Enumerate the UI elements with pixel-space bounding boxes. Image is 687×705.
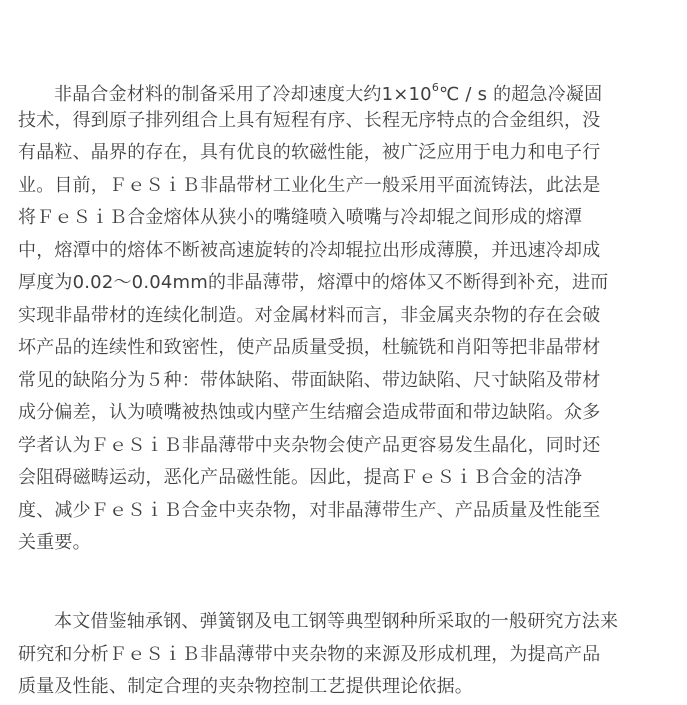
text-line: 成分偏差，认为喷嘴被热蚀或内壁产生结瘤会造成带面和带边缺陷。众多: [18, 402, 601, 423]
superscript: 6: [431, 81, 440, 94]
text-line: 业。目前，ＦｅＳｉＢ非晶带材工业化生产一般采用平面流铸法，此法是: [18, 174, 601, 196]
text-line: 实现非晶带材的连续化制造。对金属材料而言，非金属夹杂物的存在会破: [18, 304, 601, 326]
text-line: 质量及性能、制定合理的夹杂物控制工艺提供理论依据。: [18, 676, 473, 697]
text-line: 将ＦｅＳｉＢ合金熔体从狭小的嘴缝喷入喷嘴与冷却辊之间形成的熔潭: [18, 207, 583, 228]
text-line: 度、减少ＦｅＳｉＢ合金中夹杂物，对非晶薄带生产、产品质量及性能至: [18, 499, 601, 521]
text-line: 厚度为0.02～0.04mm的非晶薄带，熔潭中的熔体又不断得到补充，进而: [18, 272, 609, 293]
text-line: 有晶粒、晶界的存在，具有优良的软磁性能，被广泛应用于电力和电子行: [18, 142, 601, 163]
text-line: 学者认为ＦｅＳｉＢ非晶薄带中夹杂物会使产品更容易发生晶化，同时还: [18, 434, 601, 456]
text-line: 研究和分析ＦｅＳｉＢ非晶薄带中夹杂物的来源及形成机理，为提高产品: [18, 643, 601, 665]
text-segment: 非晶合金材料的制备采用了冷却速度大约1×10: [54, 84, 432, 105]
text-line: 本文借鉴轴承钢、弹簧钢及电工钢等典型钢种所采取的一般研究方法来: [54, 611, 619, 632]
paragraph-2: [18, 606, 674, 704]
text-segment: ℃ / s 的超急冷凝固: [439, 84, 603, 105]
text-line: [18, 72, 674, 105]
text-line: 会阻碍磁畴运动，恶化产品磁性能。因此，提高ＦｅＳｉＢ合金的洁净: [18, 467, 583, 488]
text-line: 关重要。: [18, 532, 91, 553]
text-line: 技术，得到原子排列组合上具有短程有序、长程无序特点的合金组织，没: [18, 109, 601, 131]
text-line: 常见的缺陷分为５种：带体缺陷、带面缺陷、带边缺陷、尺寸缺陷及带材: [18, 369, 601, 391]
paragraph-1: [18, 72, 674, 560]
text-line: 中，熔潭中的熔体不断被高速旋转的冷却辊拉出形成薄膜，并迅速冷却成: [18, 239, 601, 261]
text-line: 坏产品的连续性和致密性，使产品质量受损，杜毓铣和肖阳等把非晶带材: [18, 337, 601, 358]
